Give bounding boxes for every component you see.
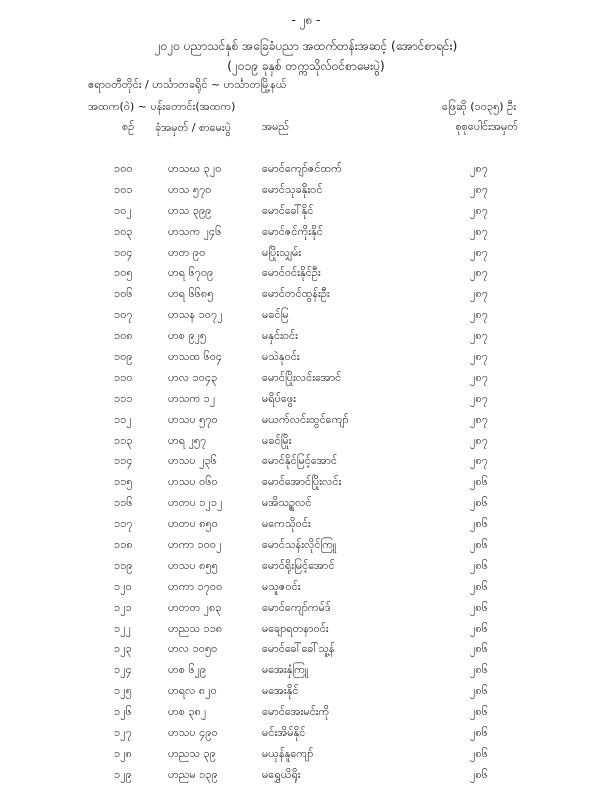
table-row (0, 308, 612, 329)
student-name: မောင်ခေါ်နိုင် (262, 203, 314, 217)
total-marks: ၂၈၇ (470, 454, 488, 468)
row-number: ၁၀၆ (114, 287, 133, 301)
table-row (0, 663, 612, 684)
column-header-no: စဉ် (122, 120, 135, 133)
total-marks: ၂၈၆ (470, 475, 488, 489)
student-name: မောင်ဇင်ကိုးနိုင် (262, 224, 323, 238)
total-marks: ၂၈၆ (470, 517, 488, 531)
row-number: ၁၂၇ (114, 726, 132, 740)
table-row (0, 204, 612, 225)
roll-number: ဟသပ ၂၃၆ (168, 454, 217, 468)
table-row (0, 475, 612, 496)
row-number: ၁၂၆ (114, 705, 132, 719)
row-number: ၁၁၀ (114, 370, 133, 384)
roll-number: ဟစ ၉၂၅ (168, 329, 207, 343)
roll-number: ဟလ ၁၀၄၃ (168, 370, 218, 384)
student-name: မချောရတနာဝင်း (262, 621, 329, 635)
student-name: မောင်တင်ထွန်းဦး (262, 287, 330, 301)
roll-number: ဟသ ၅၇၀ (168, 182, 212, 196)
table-header (0, 120, 612, 152)
student-name: မောင်သန်းလိုင်ကြူ (262, 538, 337, 552)
student-name: မသဲနုဝင်း (262, 350, 300, 364)
roll-number: ဟသပ ၅၇၀ (168, 412, 218, 426)
roll-number: ဟတပ ၈၅၀ (168, 517, 218, 531)
student-name: မပြိုးသျှမ်း (262, 245, 302, 259)
roll-number: ဟကာ ၁၀၀၂ (168, 538, 222, 552)
roll-number: ဟတတ ၂၈၃ (168, 600, 222, 614)
row-number: ၁၁၃ (114, 433, 133, 447)
table-row (0, 287, 612, 308)
student-name: မအေးနိုင် (262, 684, 299, 698)
row-number: ၁၀၉ (114, 350, 133, 364)
row-number: ၁၁၇ (114, 517, 133, 531)
table-row (0, 225, 612, 246)
row-number: ၁၀၃ (114, 224, 133, 238)
student-name: မအေးနှံကြူ (262, 663, 309, 677)
roll-number: ဟညမ ၁၃၉ (168, 767, 218, 781)
student-name: မကေသိုဝင်း (262, 517, 311, 531)
total-marks: ၂၈၇ (470, 182, 488, 196)
row-number: ၁၁၉ (114, 558, 133, 572)
total-marks: ၂၈၇ (470, 266, 488, 280)
student-name: မနှင်းဝင်း (262, 329, 298, 343)
row-number: ၁၂၈ (114, 746, 132, 760)
roll-number: ဟလ ၁၀၅၀ (168, 642, 218, 656)
table-row (0, 162, 612, 183)
roll-number: ဟရလ ၈၂၀ (168, 684, 217, 698)
table-row (0, 517, 612, 538)
roll-number: ဟရ ၂၅၇ (168, 433, 207, 447)
row-number: ၁၀၁ (114, 182, 133, 196)
roll-number: ဟကာ ၁၇၀၀ (168, 579, 223, 593)
table-row (0, 622, 612, 643)
roll-number: ဟစ ၆၂၉ (168, 663, 207, 677)
roll-number: ဟသ ၃၉၉ (168, 203, 212, 217)
total-marks: ၂၈၇ (470, 162, 488, 175)
exam-count: ဖြေဆို (၁၀၃၅) ဦး (441, 100, 516, 113)
roll-number: ဟတ ၉၀ (168, 245, 206, 259)
roll-number: ဟညသ ၁၁၈ (168, 621, 223, 635)
row-number: ၁၁၈ (114, 538, 133, 552)
total-marks: ၂၈၇ (470, 391, 488, 405)
results-table (0, 162, 612, 789)
row-number: ၁၂၂ (114, 621, 131, 635)
table-row (0, 329, 612, 350)
total-marks: ၂၈၇ (470, 412, 488, 426)
row-number: ၁၁၄ (114, 454, 133, 468)
table-row (0, 371, 612, 392)
student-name: မောင်နိုင်မြင့်အောင် (262, 454, 338, 468)
row-number: ၁၂၀ (114, 579, 132, 593)
student-name: မအိသဥ္စလင် (262, 496, 312, 510)
table-row (0, 726, 612, 747)
total-marks: ၂၈၆ (470, 642, 488, 656)
student-name: မောင်ကျော်ဇင်ထက် (262, 162, 342, 175)
roll-number: ဟတပ ၁၂၁၂ (168, 496, 223, 510)
total-marks: ၂၈၇ (470, 329, 488, 343)
row-number: ၁၀၈ (114, 329, 133, 343)
row-number: ၁၀၂ (114, 203, 132, 217)
total-marks: ၂၈၆ (470, 746, 488, 760)
roll-number: ဟသပ ၀၆၀ (168, 475, 218, 489)
row-number: ၁၁၅ (114, 475, 133, 489)
student-name: မင်းအိမ်နိုင် (262, 726, 306, 740)
table-row (0, 559, 612, 580)
total-marks: ၂၈၆ (470, 621, 488, 635)
column-header-marks: စုစုပေါင်းအမှတ် (455, 120, 518, 133)
table-row (0, 434, 612, 455)
student-name: မောင်အေးမင်းကို (262, 705, 330, 719)
total-marks: ၂၈၆ (470, 767, 488, 781)
roll-number: ဟသဃ ၃၂၀ (168, 162, 222, 175)
student-name: မောင်ကျော်ကမ်ဒ် (262, 600, 331, 614)
row-number: ၁၁၁ (114, 391, 133, 405)
total-marks: ၂၈၇ (470, 370, 488, 384)
total-marks: ၂၈၆ (470, 726, 488, 740)
document-subtitle: (၂၀၁၉ ခုနှစ် တက္ကသိုလ်ဝင်စာမေးပွဲ) (227, 59, 385, 73)
table-row (0, 684, 612, 705)
roll-number: ဟသထ ၆၀၄ (168, 350, 223, 364)
region-heading: ဧရာဝတီတိုင်း / ဟင်္သာတခရိုင် ~ ဟင်္သာတမြို့နယ် (88, 78, 287, 91)
row-number: ၁၂၁ (114, 600, 132, 614)
table-row (0, 768, 612, 789)
student-name: မောင်ဝင်းနိုင်ဦး (262, 266, 321, 280)
table-row (0, 601, 612, 622)
total-marks: ၂၈၆ (470, 663, 488, 677)
total-marks: ၂၈၆ (470, 579, 488, 593)
table-row (0, 705, 612, 726)
school-heading: အထက(ဝဲ) ~ ပန်းတောင်း(အထက) (88, 100, 236, 113)
total-marks: ၂၈၆ (470, 558, 488, 572)
roll-number: ဟရ ၆၆၈၅ (168, 287, 214, 301)
roll-number: ဟသက ၂၄၆ (168, 224, 222, 238)
roll-number: ဟသန ၁၀၇၂ (168, 308, 223, 322)
student-name: မခင်မြ (262, 308, 289, 322)
total-marks: ၂၈၇ (470, 308, 488, 322)
total-marks: ၂၈၇ (470, 224, 488, 238)
student-name: မရိပ်ဖွေး (262, 391, 296, 405)
student-name: မသူဇဝင်း (262, 579, 301, 593)
row-number: ၁၂၃ (114, 642, 132, 656)
row-number: ၁၀၅ (114, 266, 133, 280)
column-header-roll: ခုံအမှတ် / စာမေးပွဲ (154, 121, 231, 134)
roll-number: ဟသပ ၈၅၅ (168, 558, 218, 572)
student-name: မောင်အောင်ပြိုးလင်း (262, 475, 342, 489)
row-number: ၁၀၀ (114, 162, 133, 175)
table-row (0, 538, 612, 559)
student-name: မောင်ရိုးမြင့်အောင် (262, 558, 335, 572)
table-row (0, 350, 612, 371)
table-row (0, 496, 612, 517)
student-name: မောင်ပြိုးလင်းအောင် (262, 370, 342, 384)
total-marks: ၂၈၇ (470, 287, 488, 301)
table-row (0, 392, 612, 413)
total-marks: ၂၈၆ (470, 705, 488, 719)
student-name: မခင်မြိုး (262, 433, 292, 447)
row-number: ၁၁၆ (114, 496, 133, 510)
row-number: ၁၂၄ (114, 663, 132, 677)
total-marks: ၂၈၇ (470, 350, 488, 364)
total-marks: ၂၈၇ (470, 433, 488, 447)
page-number: - ၂၈ - (291, 13, 321, 27)
table-row (0, 413, 612, 434)
row-number: ၁၂၉ (114, 767, 132, 781)
total-marks: ၂၈၆ (470, 600, 488, 614)
roll-number: ဟသက ၁၂ (168, 391, 216, 405)
row-number: ၁၀၄ (114, 245, 133, 259)
total-marks: ၂၈၆ (470, 684, 488, 698)
student-name: မောင်သုခနိုးဝင် (262, 182, 323, 196)
student-name: မောင်ခေါ်ခေါ်သူ့န် (262, 642, 335, 656)
row-number: ၁၀၇ (114, 308, 133, 322)
table-row (0, 580, 612, 601)
document-title: ၂၀၂၀ ပညာသင်နှစ် အခြေခံပညာ အထက်တန်းအဆင့် (အောင်စာရင်း) (154, 39, 458, 53)
total-marks: ၂၈၇ (470, 245, 488, 259)
table-row (0, 246, 612, 267)
column-header-name: အမည် (262, 120, 290, 133)
table-row (0, 266, 612, 287)
total-marks: ၂၈၆ (470, 496, 488, 510)
roll-number: ဟသပ ၄၉၀ (168, 726, 218, 740)
table-row (0, 183, 612, 204)
roll-number: ဟရ ၆၇၀၉ (168, 266, 214, 280)
student-name: မယှန်နူကျော် (262, 746, 314, 760)
table-row (0, 642, 612, 663)
student-name: မရွှေယိရိုး (262, 767, 301, 781)
table-row (0, 747, 612, 768)
row-number: ၁၂၅ (114, 684, 132, 698)
roll-number: ဟစ ၃၈၂ (168, 705, 207, 719)
total-marks: ၂၈၆ (470, 538, 488, 552)
student-name: မယက်လင်းထွင်ကျော် (262, 412, 349, 426)
total-marks: ၂၈၇ (470, 203, 488, 217)
roll-number: ဟညသ ၃၉ (168, 746, 216, 760)
table-row (0, 454, 612, 475)
row-number: ၁၁၂ (114, 412, 132, 426)
